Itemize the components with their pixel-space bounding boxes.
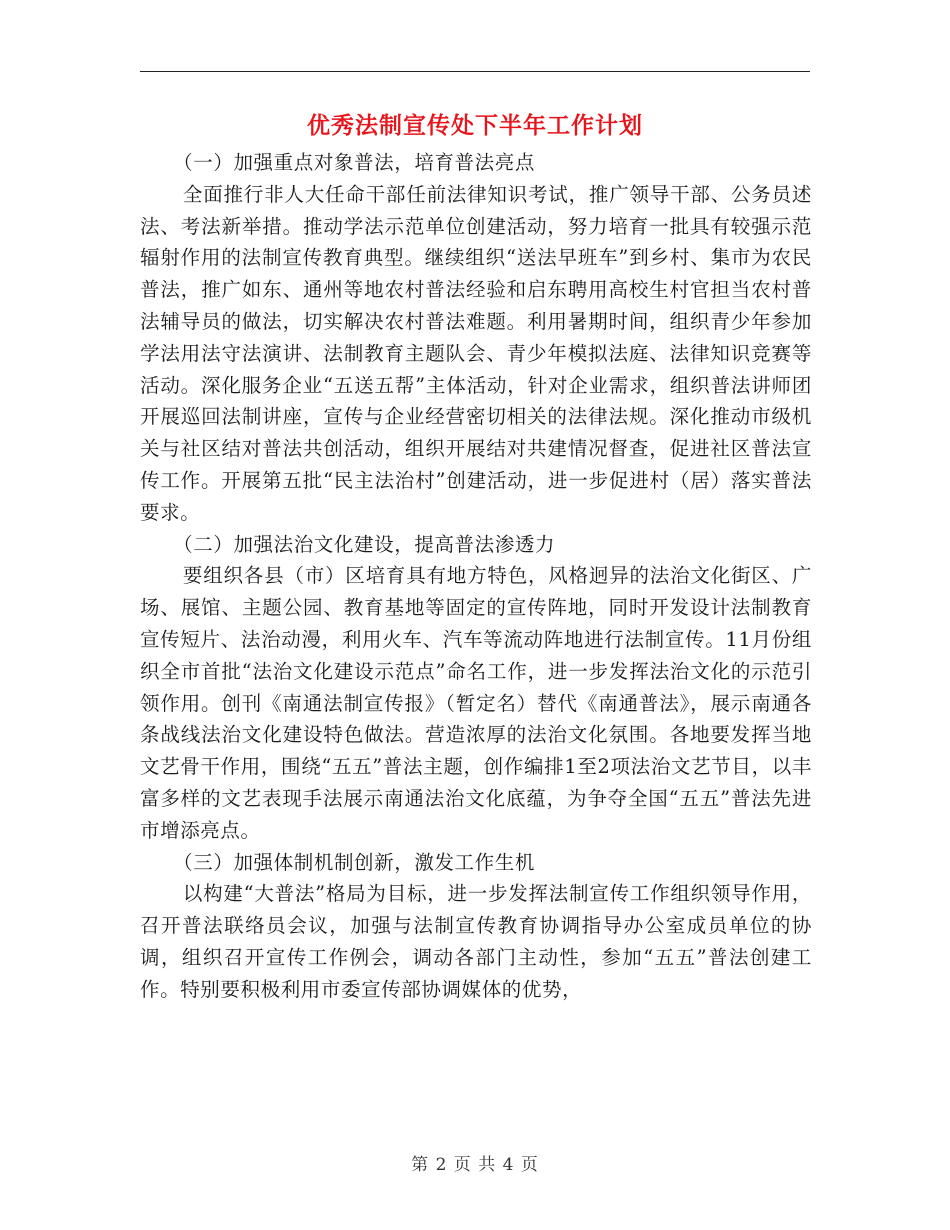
section-paragraph-1: 全面推行非人大任命干部任前法律知识考试，推广领导干部、公务员述法、考法新举措。推动学法示范单位创建活动，努力培育一批具有较强示范辐射作用的法制宣传教育典型。继续组织“送法早班车”到乡村、集市为农民普法，推广如东、通州等地农村普法经验和启东聘用高校生村官担当农村普法辅导员的做法，切实解决农村普法难题。利用暑期时间，组织青少年参加学法用法守法演讲、法制教育主题队会、青少年模拟法庭、法律知识竞赛等活动。深化服务企业“五送五帮”主体活动，针对企业需求，组织普法讲师团开展巡回法制讲座，宣传与企业经营密切相关的法律法规。深化推动市级机关与社区结对普法共创活动，组织开展结对共建情况督查，促进社区普法宣传工作。开展第五批“民主法治村”创建活动，进一步促进村（居）落实普法要求。 <box>140 182 812 524</box>
document-body <box>140 147 812 1006</box>
header-rule <box>140 71 810 72</box>
page-number: 第 2 页 共 4 页 <box>411 1155 539 1175</box>
section-paragraph-3: 以构建“大普法”格局为目标，进一步发挥法制宣传工作组织领导作用，召开普法联络员会议，加强与法制宣传教育协调指导办公室成员单位的协调，组织召开宣传工作例会，调动各部门主动性，参加“五五”普法创建工作。特别要积极利用市委宣传部协调媒体的优势， <box>140 882 812 1001</box>
section-heading-1: （一）加强重点对象普法，培育普法亮点 <box>173 151 535 174</box>
section-heading-2: （二）加强法治文化建设，提高普法渗透力 <box>173 532 556 556</box>
document-title: 优秀法制宣传处下半年工作计划 <box>307 112 643 139</box>
section-heading-3: （三）加强体制机制创新，激发工作生机 <box>173 850 535 874</box>
section-paragraph-2: 要组织各县（市）区培育具有地方特色，风格迥异的法治文化街区、广场、展馆、主题公园、教育基地等固定的宣传阵地，同时开发设计法制教育宣传短片、法治动漫，利用火车、汽车等流动阵地进行法制宣传。11月份组织全市首批“法治文化建设示范点”命名工作，进一步发挥法治文化的示范引领作用。创刊《南通法制宣传报》（暂定名）替代《南通普法》，展示南通各条战线法治文化建设特色做法。营造浓厚的法治文化氛围。各地要发挥当地文艺骨干作用，围绕“五五”普法主题，创作编排1至2项法治文艺节目，以丰富多样的文艺表现手法展示南通法治文化底蕴，为争夺全国“五五”普法先进市增添亮点。 <box>140 564 812 842</box>
